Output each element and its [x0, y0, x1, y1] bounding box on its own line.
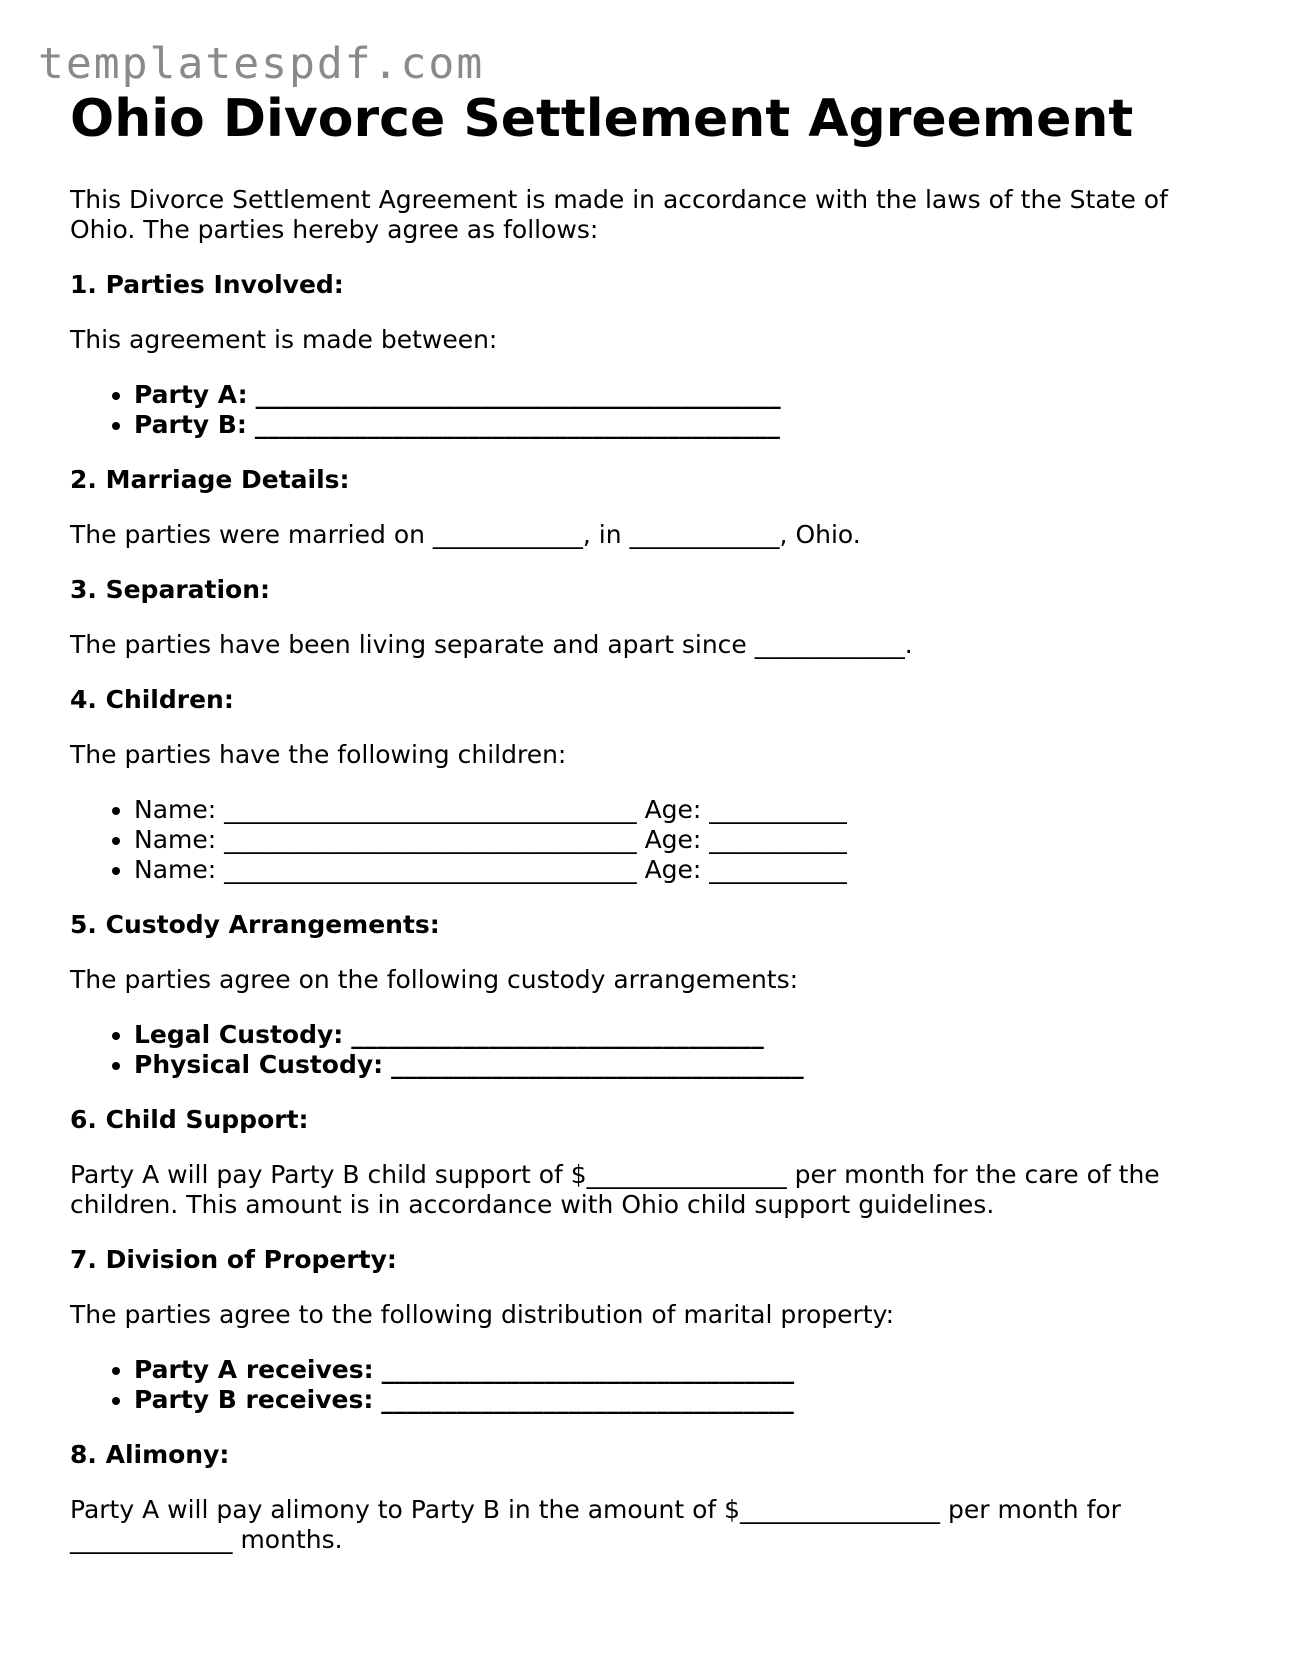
section-heading-alimony: 8. Alimony:: [70, 1440, 230, 1469]
physical-custody-field[interactable]: _________________________________: [391, 1050, 804, 1079]
field-label: Party A:: [134, 380, 248, 409]
party-a-receives-field[interactable]: _________________________________: [381, 1355, 795, 1384]
alimony-text: Party A will pay alimony to Party B in the amount of $________________ per month for _____________ months.: [70, 1495, 1121, 1554]
document-body: [70, 185, 1220, 1580]
parties-list: [70, 380, 1220, 440]
intro-paragraph: This Divorce Settlement Agreement is made in accordance with the laws of the State of Ohio. The parties hereby agree as follows:: [70, 185, 1168, 244]
children-list: [70, 795, 1220, 885]
document-title: Ohio Divorce Settlement Agreement: [70, 89, 1134, 149]
watermark: templatespdf.com: [38, 39, 485, 89]
legal-custody-field[interactable]: _________________________________: [351, 1020, 764, 1049]
field-label: Party B:: [134, 410, 247, 439]
section-heading-property: 7. Division of Property:: [70, 1245, 397, 1274]
custody-list: [70, 1020, 1220, 1080]
field-label: Party A receives:: [134, 1355, 374, 1384]
party-b-field[interactable]: __________________________________________: [254, 410, 780, 439]
section-heading-separation: 3. Separation:: [70, 575, 271, 604]
property-list: [70, 1355, 1220, 1415]
field-label: Legal Custody:: [134, 1020, 344, 1049]
party-b-receives-field[interactable]: _________________________________: [381, 1385, 794, 1414]
separation-text: The parties have been living separate and apart since ____________.: [70, 630, 913, 659]
children-text: The parties have the following children:: [70, 740, 567, 769]
child-field-row[interactable]: • Name: _________________________________ Age: ___________: [134, 795, 1220, 825]
section-heading-custody: 5. Custody Arrangements:: [70, 910, 440, 939]
parties-text: This agreement is made between:: [70, 325, 498, 354]
child-field-row[interactable]: • Name: _________________________________ Age: ___________: [134, 825, 1220, 855]
child-field-row[interactable]: • Name: _________________________________ Age: ___________: [134, 855, 1220, 885]
section-heading-children: 4. Children:: [70, 685, 234, 714]
list-item: [134, 1020, 1220, 1050]
list-item: [134, 1385, 1220, 1415]
custody-text: The parties agree on the following custody arrangements:: [70, 965, 799, 994]
party-a-field[interactable]: __________________________________________: [255, 380, 781, 409]
child-support-text: Party A will pay Party B child support of $________________ per month for the care of the children. This amount is in accordance with Ohio child support guidelines.: [70, 1160, 1160, 1219]
section-heading-marriage: 2. Marriage Details:: [70, 465, 350, 494]
list-item: [134, 380, 1220, 410]
list-item: [134, 1050, 1220, 1080]
list-item: [134, 410, 1220, 440]
field-label: Party B receives:: [134, 1385, 374, 1414]
list-item: [134, 1355, 1220, 1385]
section-heading-parties: 1. Parties Involved:: [70, 270, 344, 299]
field-label: Physical Custody:: [134, 1050, 384, 1079]
section-heading-child-support: 6. Child Support:: [70, 1105, 309, 1134]
marriage-text: The parties were married on ____________, in ____________, Ohio.: [70, 520, 861, 549]
property-text: The parties agree to the following distribution of marital property:: [70, 1300, 894, 1329]
